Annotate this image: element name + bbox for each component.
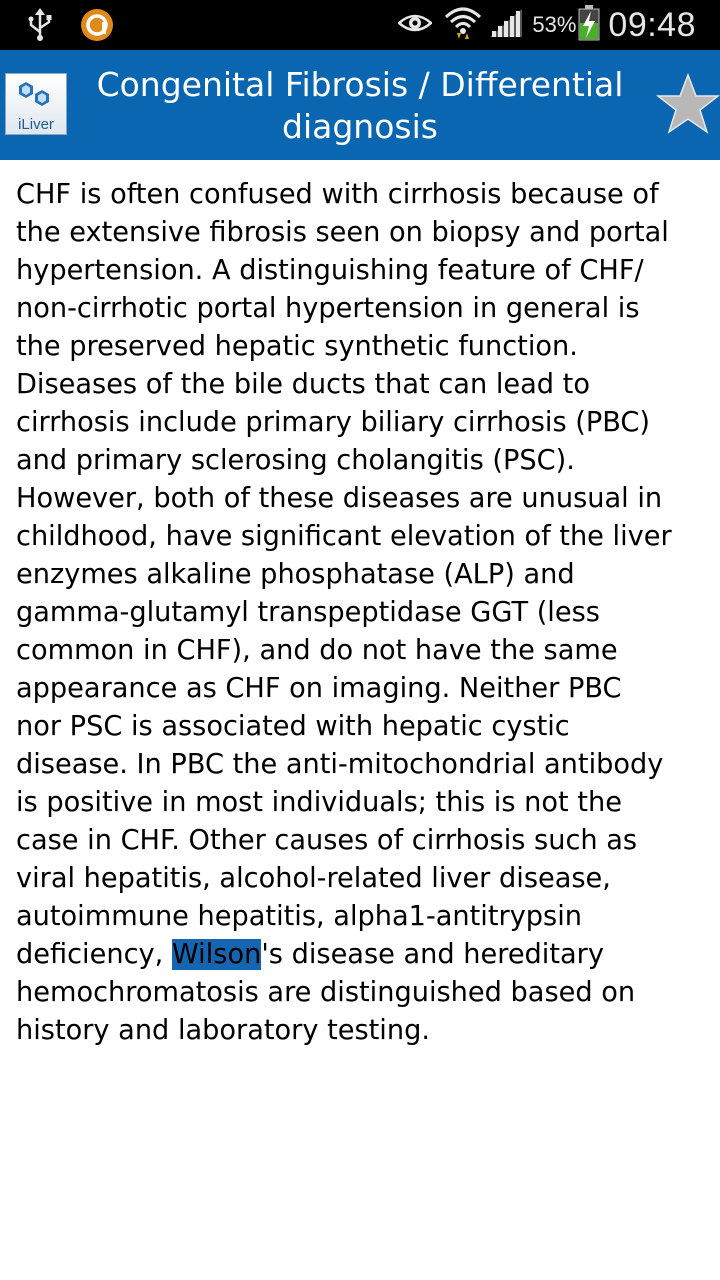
hexagon-logo-icon <box>6 76 66 116</box>
wifi-icon <box>444 5 482 45</box>
app-notification-icon <box>80 8 114 46</box>
action-bar <box>0 50 720 160</box>
battery-percent: 53% <box>532 12 577 37</box>
article-text-part: CHF is often confused with cirrhosis because of the extensive fibrosis seen on biopsy and portal hypertension. A distinguishing feature of CHF/ non-cirrhotic portal hypertension in general is the preserved hepatic synthetic function. Diseases of the bile ducts that can lead to cirrhosis include primary biliary cirrhosis (PBC) and primary sclerosing cholangitis (PSC). However, both of these diseases are unusual in childhood, have significant elevation of the liver enzymes alkaline phosphatase (ALP) and gamma-glutamyl transpeptidase GGT (less common in CHF), and do not have the same appearance as CHF on imaging. Neither PBC nor PSC is associated with hepatic cystic disease. In PBC the anti-mitochondrial antibody is positive in most individuals; this is not the case in CHF. Other causes of cirrhosis such as viral hepatitis, alcohol-related liver disease, autoimmune hepatitis, alpha1-antitrypsin deficiency, <box>16 179 672 970</box>
article-text <box>16 176 712 1050</box>
article-text-part: 's disease and hereditary hemochromatosis are distinguished based on history and laboratory testing. <box>16 939 636 1046</box>
text-selection-highlight[interactable]: Wilson <box>171 939 262 970</box>
status-bar-notifications <box>26 8 114 46</box>
eye-icon <box>398 11 432 39</box>
app-name: iLiver <box>18 116 54 133</box>
status-bar <box>0 0 720 50</box>
star-icon <box>656 72 720 136</box>
signal-icon <box>488 7 524 43</box>
app-logo[interactable] <box>5 73 67 135</box>
clock: 09:48 <box>608 5 696 44</box>
favorite-button[interactable] <box>656 72 720 136</box>
page-title: Congenital Fibrosis / Differential diagnosis <box>96 65 624 146</box>
status-bar-system <box>398 0 696 50</box>
battery-charging-icon <box>578 5 600 45</box>
usb-icon <box>26 8 54 46</box>
